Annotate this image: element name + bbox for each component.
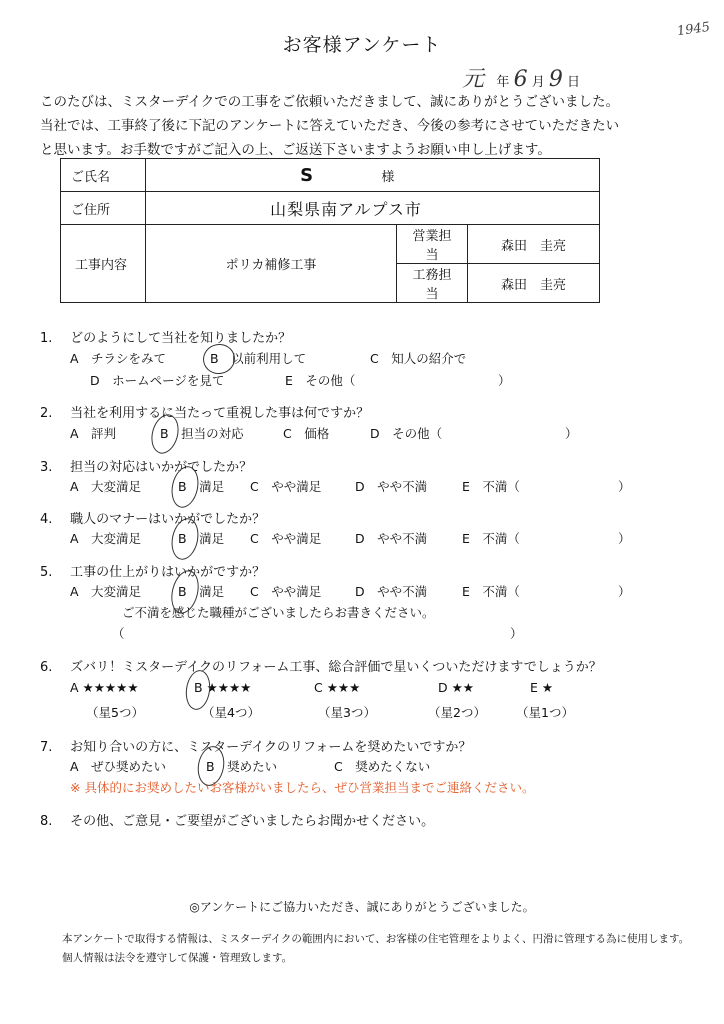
option-d[interactable]: D その他（ xyxy=(370,426,443,441)
question-text: どのようにして当社を知りましたか？ xyxy=(70,331,292,346)
question-5 xyxy=(40,561,265,580)
date-month-unit: 月 xyxy=(531,75,545,90)
address-value: 山梨県南アルプス市 xyxy=(270,199,422,219)
option-c[interactable]: C やや満足 xyxy=(250,584,322,599)
privacy-line-1: 本アンケートで取得する情報は、ミスターデイクの範囲内において、お客様の住宅管理をよりよく、円滑に管理する為に使用します。 xyxy=(62,933,690,945)
option-d[interactable]: D ★★ xyxy=(438,680,475,695)
option-c[interactable]: C やや満足 xyxy=(250,479,322,494)
question-number: 5. xyxy=(40,565,53,580)
question-text: 担当の対応はいかがでしたか？ xyxy=(70,460,253,475)
option-a[interactable]: A 大変満足 xyxy=(70,531,142,546)
option-e-close: ） xyxy=(498,373,511,388)
option-b[interactable]: B 満足 xyxy=(178,584,225,599)
option-c[interactable]: C やや満足 xyxy=(250,531,322,546)
date-era: 元 xyxy=(462,67,485,92)
option-a[interactable]: A 大変満足 xyxy=(70,584,142,599)
option-d[interactable]: D やや不満 xyxy=(355,479,428,494)
question-number: 4. xyxy=(40,512,53,527)
option-d[interactable]: D ホームページを見て xyxy=(90,373,225,388)
option-b[interactable]: B 担当の対応 xyxy=(160,426,244,441)
question-text: 当社を利用するに当たって重視した事は何ですか？ xyxy=(70,406,370,421)
date-day: 9 xyxy=(548,67,563,92)
name-label: ご氏名 xyxy=(61,159,146,192)
option-a[interactable]: A 評判 xyxy=(70,426,117,441)
address-cell xyxy=(146,192,600,225)
option-b-sublabel: （星4つ） xyxy=(202,705,260,720)
option-d[interactable]: D やや不満 xyxy=(355,584,428,599)
question-6 xyxy=(40,656,602,675)
q5-sub-text: ご不満を感じた職種がございましたらお書きください。 xyxy=(122,605,435,620)
intro-line-1: このたびは、ミスターデイクでの工事をご依頼いただきまして、誠にありがとうございました。 xyxy=(40,94,620,110)
sales-value: 森田 圭亮 xyxy=(468,225,600,264)
privacy-notice xyxy=(62,930,689,968)
question-number: 2. xyxy=(40,406,53,421)
option-b[interactable]: B 奨めたい xyxy=(206,759,278,774)
q7-note: ※ 具体的にお奨めしたいお客様がいましたら、ぜひ営業担当までご連絡ください。 xyxy=(70,780,535,795)
option-b[interactable]: B 満足 xyxy=(178,479,225,494)
option-b[interactable]: B 以前利用して xyxy=(210,351,307,366)
name-cell xyxy=(146,159,600,192)
question-7 xyxy=(40,736,471,755)
q5-paren-open: （ xyxy=(112,626,125,641)
option-c[interactable]: C 奨めたくない xyxy=(334,759,431,774)
option-e[interactable]: E 不満（ xyxy=(462,584,520,599)
question-text: お知り合いの方に、ミスターデイクのリフォームを奨めたいですか？ xyxy=(70,740,472,755)
option-a[interactable]: A ぜひ奨めたい xyxy=(70,759,167,774)
question-text: その他、ご意見・ご要望がございましたらお聞かせください。 xyxy=(70,814,435,829)
question-number: 7. xyxy=(40,740,53,755)
serial-number: 1945 xyxy=(676,19,711,40)
question-text: 工事の仕上がりはいかがですか？ xyxy=(70,565,266,580)
question-number: 8. xyxy=(40,814,53,829)
question-number: 6. xyxy=(40,660,53,675)
date-day-unit: 日 xyxy=(567,75,581,90)
form-title: お客様アンケート xyxy=(282,34,442,56)
question-3 xyxy=(40,456,252,475)
question-4 xyxy=(40,508,265,527)
option-e[interactable]: E 不満（ xyxy=(462,531,520,546)
option-d-close: ） xyxy=(565,426,578,441)
option-e[interactable]: E ★ xyxy=(530,680,554,695)
q5-paren-close: ） xyxy=(510,626,523,641)
intro-line-2: 当社では、工事終了後に下記のアンケートに答えていただき、今後の参考にさせていただきたい xyxy=(40,118,620,134)
option-e[interactable]: E 不満（ xyxy=(462,479,520,494)
option-a-sublabel: （星5つ） xyxy=(86,705,144,720)
date-month: 6 xyxy=(513,67,528,92)
question-1 xyxy=(40,327,291,346)
intro-line-3: と思います。お手数ですがご記入の上、ご返送下さいますようお願い申し上げます。 xyxy=(40,142,551,158)
option-b[interactable]: B 満足 xyxy=(178,531,225,546)
option-d-sublabel: （星2つ） xyxy=(428,705,486,720)
address-label: ご住所 xyxy=(61,192,146,225)
option-a[interactable]: A ★★★★★ xyxy=(70,680,139,695)
option-c[interactable]: C 知人の紹介で xyxy=(370,351,467,366)
option-e-close: ） xyxy=(618,531,631,546)
option-c[interactable]: C 価格 xyxy=(283,426,330,441)
construction-label: 工務担当 xyxy=(397,264,468,303)
intro-text xyxy=(40,90,690,162)
privacy-line-2: 個人情報は法令を遵守して保護・管理致します。 xyxy=(62,952,293,964)
option-e-sublabel: （星1つ） xyxy=(516,705,574,720)
construction-value: 森田 圭亮 xyxy=(468,264,600,303)
question-text: 職人のマナーはいかがでしたか？ xyxy=(70,512,266,527)
customer-info-table xyxy=(60,158,600,303)
date-year-unit: 年 xyxy=(496,75,510,90)
question-2 xyxy=(40,402,369,421)
option-e-close: ） xyxy=(618,479,631,494)
option-a[interactable]: A 大変満足 xyxy=(70,479,142,494)
option-b[interactable]: B ★★★★ xyxy=(194,680,252,695)
name-value: S xyxy=(300,164,314,186)
option-c-sublabel: （星3つ） xyxy=(318,705,376,720)
question-number: 1. xyxy=(40,331,53,346)
option-c[interactable]: C ★★★ xyxy=(314,680,361,695)
option-e[interactable]: E その他（ xyxy=(285,373,356,388)
question-text: ズバリ！ミスターデイクのリフォーム工事、総合評価で星いくついただけますでしょうか？ xyxy=(70,660,602,675)
option-a[interactable]: A チラシをみて xyxy=(70,351,167,366)
option-e-close: ） xyxy=(618,584,631,599)
name-suffix: 様 xyxy=(381,169,395,185)
question-number: 3. xyxy=(40,460,53,475)
thanks-text: ◎アンケートにご協力いただき、誠にありがとうございました。 xyxy=(189,900,535,914)
option-d[interactable]: D やや不満 xyxy=(355,531,428,546)
form-date xyxy=(462,62,580,93)
work-label: 工事内容 xyxy=(61,225,146,303)
sales-label: 営業担当 xyxy=(397,225,468,264)
question-8 xyxy=(40,810,434,829)
work-value: ポリカ補修工事 xyxy=(146,225,397,303)
